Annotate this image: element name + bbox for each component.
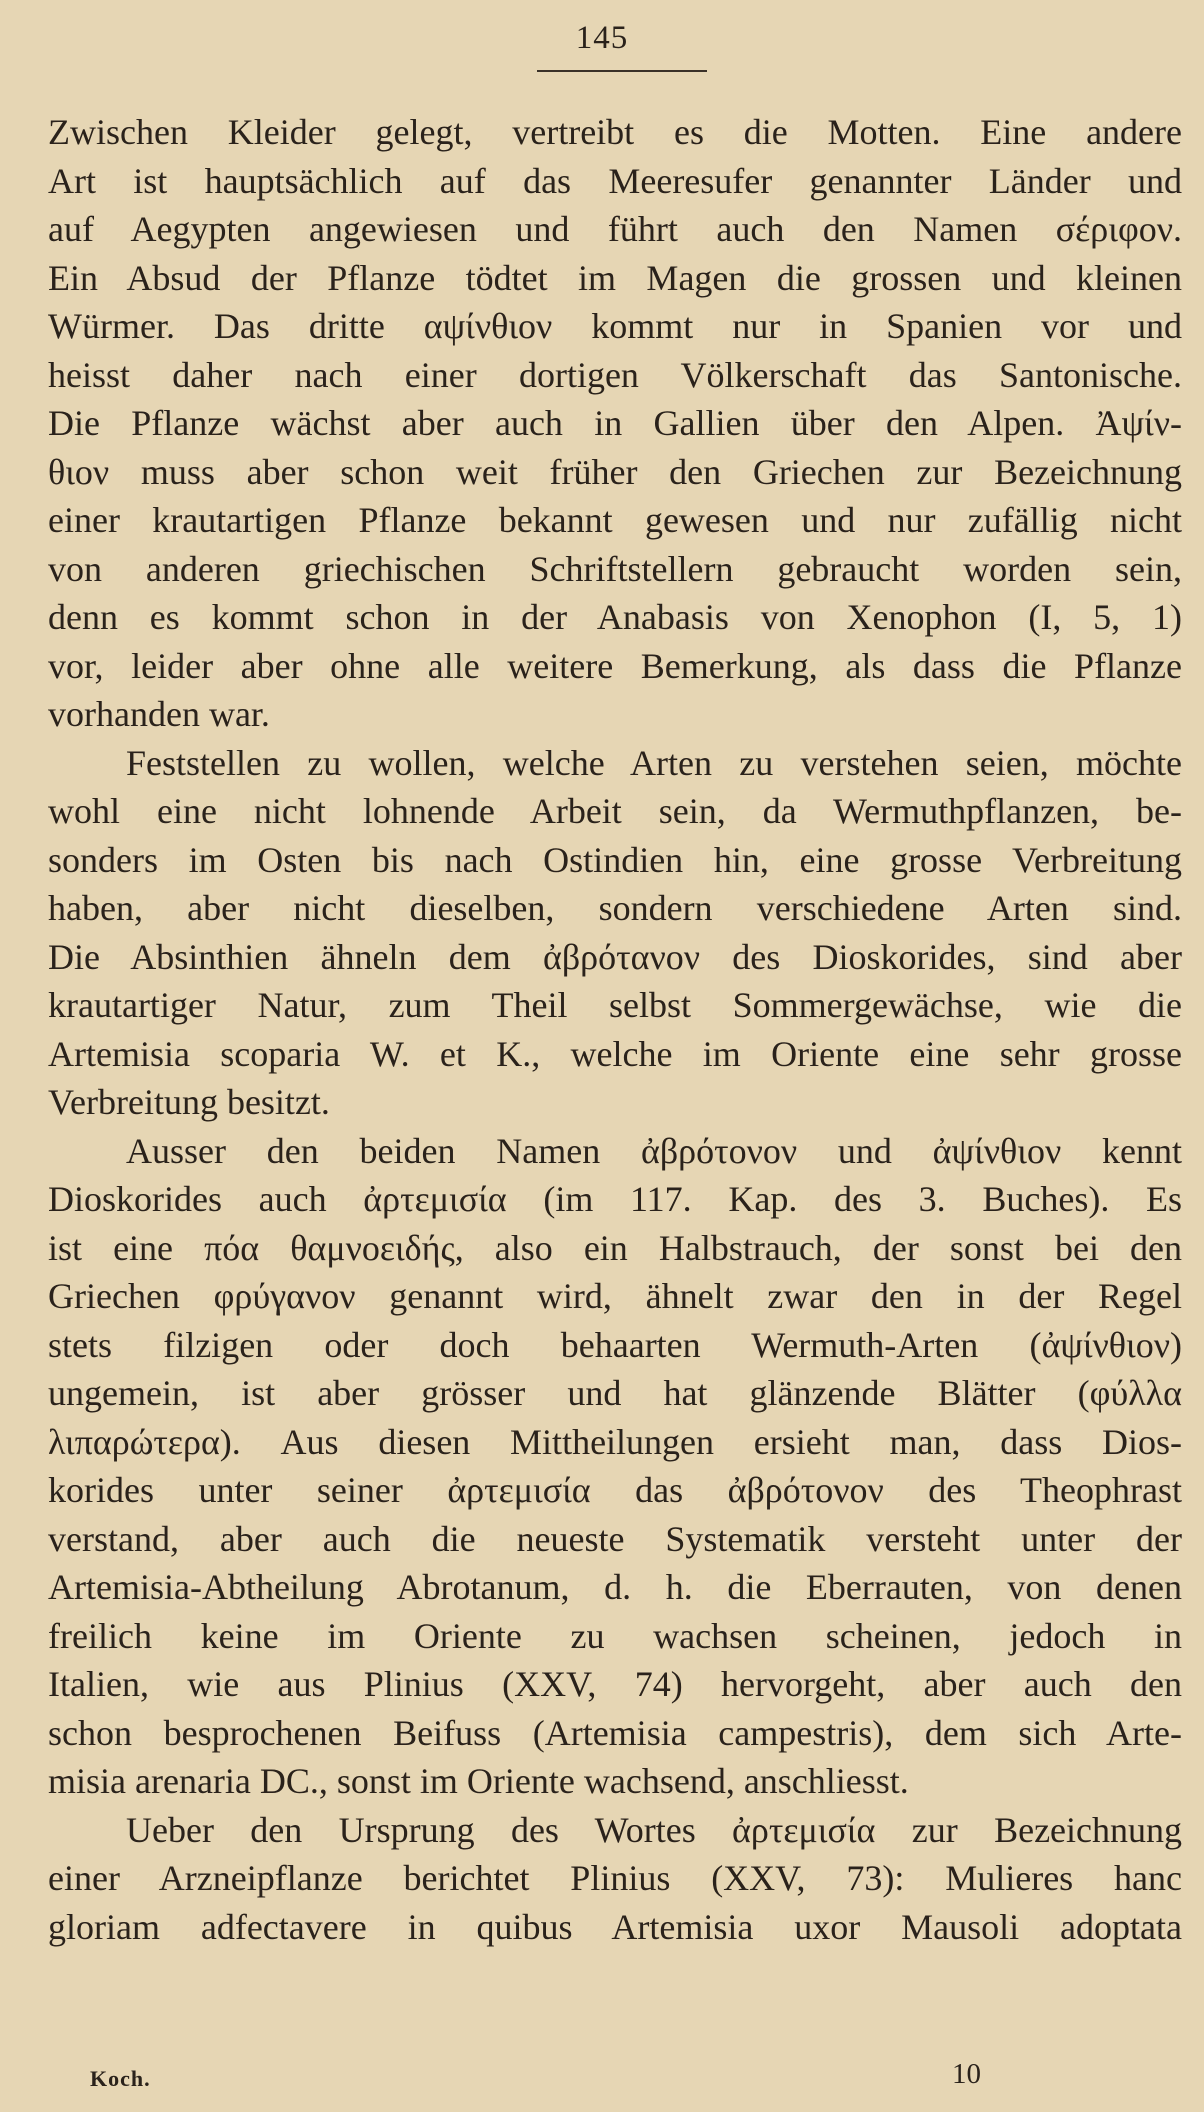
text-line: vorhanden war. [48,694,270,734]
text-line: Ein Absud der Pflanze tödtet im Magen die grossen und kleinen [48,257,1182,298]
text-line: Die Absinthien ähneln dem ἀβρότανον des Dioskorides, sind aber [48,936,1182,977]
text-line: sonders im Osten bis nach Ostindien hin, eine grosse Verbreitung [48,839,1182,880]
text-line: gloriam adfectavere in quibus Artemisia uxor Mausoli adoptata [48,1906,1182,1947]
body-text [48,108,1182,1951]
text-line: Würmer. Das dritte αψίνθιον kommt nur in Spanien vor und [48,306,1182,346]
text-line: einer Arzneipflanze berichtet Plinius (XXV, 73): Mulieres hanc [48,1858,1182,1898]
text-line: Artemisia scoparia W. et K., welche im Oriente eine sehr grosse [48,1033,1182,1074]
text-line: heisst daher nach einer dortigen Völkerschaft das Santonische. [48,354,1182,395]
text-line: Art ist hauptsächlich auf das Meeresufer genannter Länder und [48,160,1182,201]
text-line: wohl eine nicht lohnende Arbeit sein, da Wermuthpflanzen, be- [48,791,1182,831]
text-line: Italien, wie aus Plinius (XXV, 74) hervorgeht, aber auch den [48,1664,1182,1704]
text-line: verstand, aber auch die neueste Systematik versteht unter der [48,1518,1182,1559]
text-line: Zwischen Kleider gelegt, vertreibt es die Motten. Eine andere [48,112,1182,152]
page-number: 145 [575,20,629,56]
paragraph-start-line: Ueber den Ursprung des Wortes ἀρτεμισία zur Bezeichnung [126,1809,1182,1850]
text-line: vor, leider aber ohne alle weitere Bemerkung, als dass die Pflanze [48,645,1182,686]
text-line: korides unter seiner ἀρτεμισία das ἀβρότονον des Theophrast [48,1470,1182,1510]
text-line: krautartiger Natur, zum Theil selbst Sommergewächse, wie die [48,985,1182,1025]
text-line: einer krautartigen Pflanze bekannt gewesen und nur zufällig nicht [48,500,1182,540]
text-line: haben, aber nicht dieselben, sondern verschiedene Arten sind. [48,888,1182,928]
text-line: ungemein, ist aber grösser und hat glänzende Blätter (φύλλα [48,1373,1182,1413]
footer-author: Koch. [90,2066,151,2091]
paragraph-start-line: Ausser den beiden Namen ἀβρότονον und ἀψίνθιον kennt [126,1130,1182,1171]
text-line: Artemisia-Abtheilung Abrotanum, d. h. die Eberrauten, von denen [48,1567,1182,1607]
text-line: schon besprochenen Beifuss (Artemisia campestris), dem sich Arte- [48,1712,1182,1753]
text-line: denn es kommt schon in der Anabasis von Xenophon (I, 5, 1) [48,597,1182,637]
footer-signature: 10 [952,2058,981,2090]
header-rule [537,70,707,72]
text-line: auf Aegypten angewiesen und führt auch den Namen σέριφον. [48,209,1182,249]
text-line: ist eine πόα θαμνοειδής, also ein Halbstrauch, der sonst bei den [48,1227,1182,1268]
text-line: Die Pflanze wächst aber auch in Gallien über den Alpen. Ἀψίν- [48,403,1182,443]
text-line: Dioskorides auch ἀρτεμισία (im 117. Kap. des 3. Buches). Es [48,1179,1182,1219]
text-line: Verbreitung besitzt. [48,1082,330,1122]
text-line: misia arenaria DC., sonst im Oriente wachsend, anschliesst. [48,1761,909,1801]
text-line: λιπαρώτερα). Aus diesen Mittheilungen ersieht man, dass Dios- [48,1421,1182,1462]
text-line: freilich keine im Oriente zu wachsen scheinen, jedoch in [48,1615,1182,1656]
text-line: von anderen griechischen Schriftstellern gebraucht worden sein, [48,548,1182,589]
paragraph-start-line: Feststellen zu wollen, welche Arten zu verstehen seien, möchte [126,742,1182,783]
text-line: Griechen φρύγανον genannt wird, ähnelt zwar den in der Regel [48,1276,1182,1316]
text-line: stets filzigen oder doch behaarten Wermuth-Arten (ἀψίνθιον) [48,1324,1182,1365]
text-line: θιον muss aber schon weit früher den Griechen zur Bezeichnung [48,451,1182,492]
